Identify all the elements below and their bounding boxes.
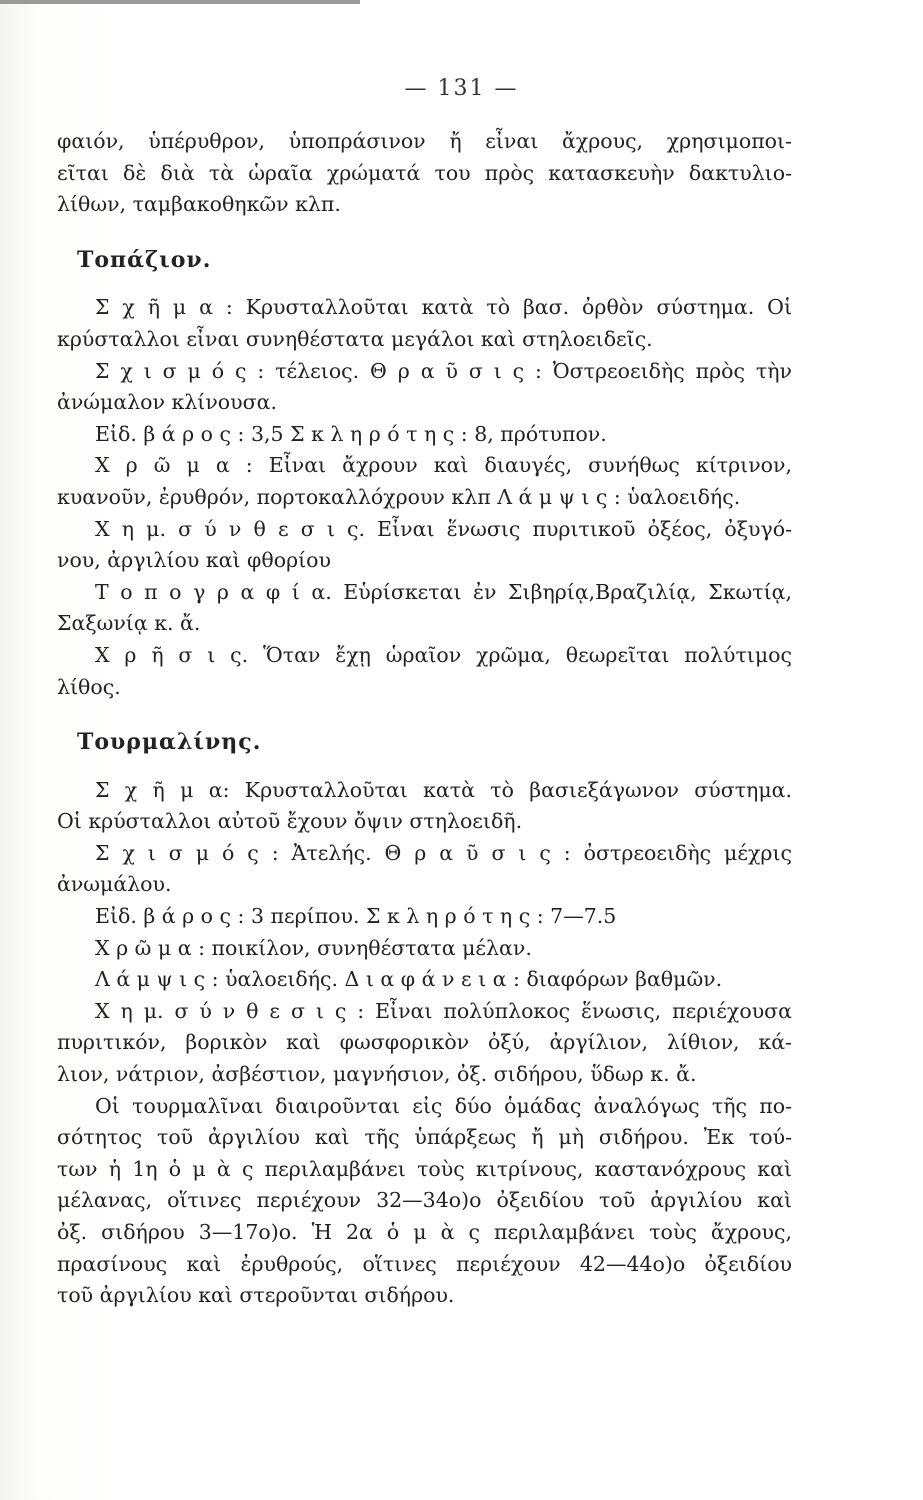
text-line: Χ ρ ῆ σ ι ς. Ὅταν ἔχῃ ὡραῖον χρῶμα, θεωρεῖται πολύτιμος [95, 642, 792, 667]
text-line: των ἡ 1η ὁ μ ὰ ς περιλαμβάνει τοὺς κιτρίνους, καστανόχρους καὶ [57, 1156, 792, 1181]
topaz-section [57, 292, 792, 703]
text-line: κυανοῦν, ἐρυθρόν, πορτοκαλλόχρουν κλπ Λ ά μ ψ ι ς : ὑαλοειδής. [57, 484, 741, 509]
text-line: Σ χ ι σ μ ό ς : τέλειος. Θ ρ α ῦ σ ι ς : Ὀστρεοειδὴς πρὸς τὴν [95, 358, 792, 383]
text-line: Οἱ κρύσταλλοι αὐτοῦ ἔχουν ὄψιν στηλοειδῆ. [57, 809, 523, 834]
text-line: λίθος. [57, 674, 121, 699]
text-line: ἀνωμάλου. [57, 872, 172, 897]
text-line: Σ χ ῆ μ α : Κρυσταλλοῦται κατὰ τὸ βασ. ὀρθὸν σύστημα. Οἱ [95, 295, 792, 320]
text-line: μέλανας, οἵτινες περιέχουν 32—34ο)ο ὀξειδίου τοῦ ἀργιλίου καὶ [57, 1188, 792, 1213]
text-line: εῖται δὲ διὰ τὰ ὡραῖα χρώματά του πρὸς κατασκευὴν δακτυλιο- [57, 160, 792, 185]
text-line: τοῦ ἀργιλίου καὶ στεροῦνται σιδήρου. [57, 1283, 455, 1308]
text-line: ὀξ. σιδήρου 3—17ο)ο. Ἡ 2α ὁ μ ὰ ς περιλαμβάνει τοὺς ἄχρους, [57, 1220, 792, 1244]
text-line: φαιόν, ὑπέρυθρον, ὑποπράσινον ἤ εἶναι ἄχρους, χρησιμοποι- [57, 129, 792, 153]
text-line: πυριτικόν, βορικὸν καὶ φωσφορικὸν ὀξύ, ἀργίλιον, λίθιον, κά- [57, 1030, 792, 1055]
text-line: Σαξωνίᾳ κ. ἄ. [57, 611, 201, 636]
text-line: λιον, νάτριον, ἀσβέστιον, μαγνήσιον, ὀξ. σιδήρου, ὕδωρ κ. ἄ. [57, 1062, 697, 1087]
text-line: Οἱ τουρμαλῖναι διαιροῦνται εἰς δύο ὁμάδας ἀναλόγως τῆς πο- [95, 1093, 792, 1118]
text-line: Χ ρ ῶ μ α : ποικίλον, συνηθέστατα μέλαν. [95, 935, 532, 960]
text-line: λίθων, ταμβακοθηκῶν κλπ. [57, 192, 341, 217]
section-heading-tourmaline: Τουρμαλίνης. [77, 729, 262, 756]
text-line: Σ χ ι σ μ ό ς : Ἀτελής. Θ ρ α ῦ σ ι ς : ὀστρεοειδὴς μέχρις [95, 840, 792, 865]
text-line: Σ χ ῆ μ α: Κρυσταλλοῦται κατὰ τὸ βασιεξάγωνον σύστημα. [95, 777, 792, 802]
text-line: ἀνώμαλον κλίνουσα. [57, 390, 277, 415]
text-line: σότητος τοῦ ἀργιλίου καὶ τῆς ὑπάρξεως ἤ μὴ σιδήρου. Ἐκ τού- [57, 1125, 792, 1150]
text-line: Εἰδ. β ά ρ ο ς : 3,5 Σ κ λ η ρ ό τ η ς : 8, πρότυπον. [95, 421, 607, 446]
page-body [57, 126, 792, 1312]
tourmaline-section [57, 775, 792, 1312]
text-line: νου, ἀργιλίου καὶ φθορίου [57, 548, 331, 573]
scan-edge [0, 0, 360, 4]
text-line: κρύσταλλοι εἶναι συνηθέστατα μεγάλοι καὶ στηλοειδεῖς. [57, 326, 653, 351]
text-line: Τ ο π ο γ ρ α φ ί α. Εὑρίσκεται ἐν Σιβηρίᾳ,Βραζιλίᾳ, Σκωτίᾳ, [95, 579, 792, 604]
page-number: — 131 — [404, 76, 519, 101]
intro-paragraph [57, 126, 792, 221]
section-heading-topaz: Τοπάζιον. [77, 246, 212, 273]
text-line: πρασίνους καὶ ἐρυθρούς, οἵτινες περιέχουν 42—44ο)ο ὀξειδίου [57, 1251, 792, 1276]
text-line: Εἰδ. β ά ρ ο ς : 3 περίπου. Σ κ λ η ρ ό τ η ς : 7—7.5 [95, 904, 617, 929]
text-line: Χ η μ. σ ύ ν θ ε σ ι ς : Εἶναι πολύπλοκος ἕνωσις, περιέχουσα [95, 998, 792, 1023]
text-line: Λ ά μ ψ ι ς : ὑαλοειδής. Δ ι α φ ά ν ε ι α : διαφόρων βαθμῶν. [95, 967, 723, 992]
text-line: Χ ρ ῶ μ α : Εἶναι ἄχρουν καὶ διαυγές, συνήθως κίτρινον, [95, 453, 792, 478]
text-line: Χ η μ. σ ύ ν θ ε σ ι ς. Εἶναι ἕνωσις πυριτικοῦ ὀξέος, ὀξυγό- [95, 516, 792, 541]
